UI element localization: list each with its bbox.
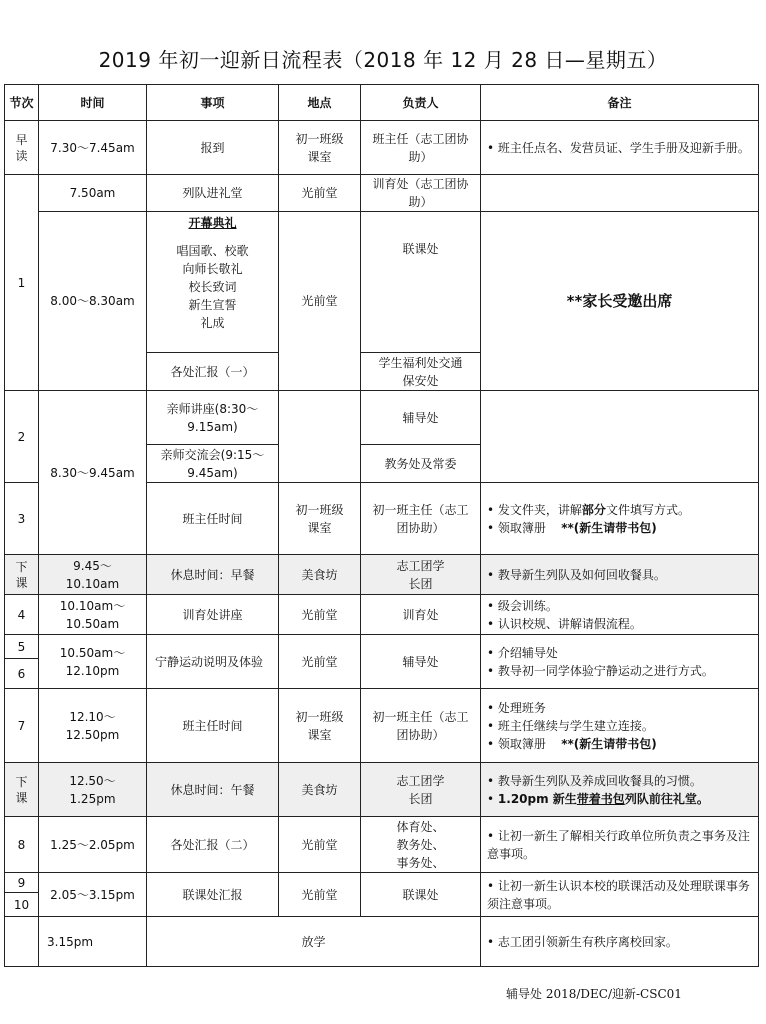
table-row bbox=[5, 212, 759, 353]
responsible-cell: 联课处 bbox=[361, 873, 481, 917]
note-line: • 班主任点名、发营员证、学生手册及迎新手册。 bbox=[487, 139, 755, 157]
place-cell: 光前堂 bbox=[279, 635, 361, 689]
place-cell: 初一班级课室 bbox=[279, 689, 361, 763]
period-cell: 下课 bbox=[5, 555, 39, 595]
responsible-cell: 初一班主任（志工团协助） bbox=[361, 689, 481, 763]
time-cell: 8.00～8.30am bbox=[39, 212, 147, 391]
period-cell: 9 bbox=[5, 873, 39, 893]
schedule-table bbox=[4, 84, 759, 967]
place-cell: 光前堂 bbox=[279, 175, 361, 212]
table-row bbox=[5, 555, 759, 595]
note-line: • 领取簿册 **(新生请带书包) bbox=[487, 735, 755, 753]
table-row bbox=[5, 595, 759, 635]
period-cell: 1 bbox=[5, 175, 39, 391]
table-row bbox=[5, 175, 759, 212]
responsible-cell: 辅导处 bbox=[361, 391, 481, 445]
note-line: • 1.20pm 新生带着书包列队前往礼堂。 bbox=[487, 790, 755, 808]
note-line: • 发文件夹，讲解部分文件填写方式。 bbox=[487, 501, 755, 519]
table-row bbox=[5, 873, 759, 893]
note-line: • 教导新生列队及养成回收餐具的习惯。 bbox=[487, 772, 755, 790]
place-cell: 光前堂 bbox=[279, 873, 361, 917]
item-cell: 联课处汇报 bbox=[147, 873, 279, 917]
table-row bbox=[5, 917, 759, 967]
header-notes: 备注 bbox=[481, 85, 759, 121]
header-responsible: 负责人 bbox=[361, 85, 481, 121]
table-header-row bbox=[5, 85, 759, 121]
responsible-cell: 学生福利处交通保安处 bbox=[361, 353, 481, 391]
header-time: 时间 bbox=[39, 85, 147, 121]
note-line: • 让初一新生了解相关行政单位所负责之事务及注意事项。 bbox=[487, 827, 755, 863]
header-period: 节次 bbox=[5, 85, 39, 121]
item-cell: 列队进礼堂 bbox=[147, 175, 279, 212]
responsible-cell: 初一班主任（志工团协助） bbox=[361, 483, 481, 555]
note-line: • 处理班务 bbox=[487, 699, 755, 717]
responsible-cell: 志工团学长团 bbox=[361, 555, 481, 595]
page-title: 2019 年初一迎新日流程表（2018 年 12 月 28 日—星期五） bbox=[98, 48, 668, 72]
time-cell: 2.05～3.15pm bbox=[39, 873, 147, 917]
period-cell: 5 bbox=[5, 635, 39, 659]
period-cell bbox=[5, 917, 39, 967]
ceremony-step: 校长致词 bbox=[188, 280, 237, 294]
notes-cell bbox=[481, 763, 759, 817]
notes-cell bbox=[481, 391, 759, 483]
ceremony-step: 向师长敬礼 bbox=[182, 262, 243, 276]
place-cell: 美食坊 bbox=[279, 555, 361, 595]
item-cell: 休息时间：午餐 bbox=[147, 763, 279, 817]
responsible-cell: 志工团学长团 bbox=[361, 763, 481, 817]
table-row bbox=[5, 391, 759, 445]
note-line: • 领取簿册 **(新生请带书包) bbox=[487, 519, 755, 537]
period-cell: 4 bbox=[5, 595, 39, 635]
document-code: 辅导处 2018/DEC/迎新-CSC01 bbox=[506, 987, 682, 1001]
responsible-cell: 训育处 bbox=[361, 595, 481, 635]
note-line: • 教导初一同学体验宁静运动之进行方式。 bbox=[487, 662, 755, 680]
header-item: 事项 bbox=[147, 85, 279, 121]
time-cell: 3.15pm bbox=[39, 917, 147, 967]
item-cell: 报到 bbox=[147, 121, 279, 175]
notes-cell bbox=[481, 121, 759, 175]
period-cell: 8 bbox=[5, 817, 39, 873]
period-cell: 3 bbox=[5, 483, 39, 555]
table-row bbox=[5, 817, 759, 873]
period-cell: 早读 bbox=[5, 121, 39, 175]
responsible-cell: 体育处、教务处、事务处、 bbox=[361, 817, 481, 873]
place-cell: 光前堂 bbox=[279, 817, 361, 873]
responsible-cell: 辅导处 bbox=[361, 635, 481, 689]
note-line: • 级会训练。 bbox=[487, 597, 755, 615]
time-cell: 7.30～7.45am bbox=[39, 121, 147, 175]
item-cell: 班主任时间 bbox=[147, 689, 279, 763]
ceremony-step: 新生宣誓 bbox=[188, 298, 237, 312]
place-cell: 光前堂 bbox=[279, 212, 361, 391]
time-cell: 7.50am bbox=[39, 175, 147, 212]
place-cell bbox=[279, 391, 361, 483]
responsible-cell: 班主任（志工团协助） bbox=[361, 121, 481, 175]
period-cell: 10 bbox=[5, 893, 39, 917]
item-cell: 亲师讲座(8:30～9.15am) bbox=[147, 391, 279, 445]
time-cell: 12.50～1.25pm bbox=[39, 763, 147, 817]
ceremony-step: 礼成 bbox=[200, 316, 225, 330]
ceremony-title: 开幕典礼 bbox=[188, 216, 237, 230]
place-cell: 初一班级课室 bbox=[279, 483, 361, 555]
time-cell: 1.25～2.05pm bbox=[39, 817, 147, 873]
note-line: • 志工团引领新生有秩序离校回家。 bbox=[487, 933, 755, 951]
header-place: 地点 bbox=[279, 85, 361, 121]
period-cell: 2 bbox=[5, 391, 39, 483]
item-cell: 宁静运动说明及体验 bbox=[147, 635, 279, 689]
period-cell: 6 bbox=[5, 659, 39, 689]
time-cell: 10.10am～10.50am bbox=[39, 595, 147, 635]
item-cell: 休息时间：早餐 bbox=[147, 555, 279, 595]
item-cell: 班主任时间 bbox=[147, 483, 279, 555]
notes-cell bbox=[481, 635, 759, 689]
place-cell: 初一班级课室 bbox=[279, 121, 361, 175]
table-row bbox=[5, 763, 759, 817]
table-row bbox=[5, 635, 759, 659]
notes-cell bbox=[481, 689, 759, 763]
responsible-cell: 教务处及常委 bbox=[361, 445, 481, 483]
ceremony-cell bbox=[147, 212, 279, 353]
ceremony-step: 唱国歌、校歌 bbox=[176, 244, 249, 258]
notes-cell bbox=[481, 175, 759, 212]
notes-cell bbox=[481, 483, 759, 555]
place-cell: 美食坊 bbox=[279, 763, 361, 817]
time-cell: 10.50am～12.10pm bbox=[39, 635, 147, 689]
notes-cell bbox=[481, 555, 759, 595]
responsible-cell: 训育处（志工团协助） bbox=[361, 175, 481, 212]
note-line: • 班主任继续与学生建立连接。 bbox=[487, 717, 755, 735]
period-cell: 7 bbox=[5, 689, 39, 763]
note-line: • 教导新生列队及如何回收餐具。 bbox=[487, 566, 755, 584]
notes-cell bbox=[481, 595, 759, 635]
note-line: • 让初一新生认识本校的联课活动及处理联课事务须注意事项。 bbox=[487, 877, 755, 913]
item-cell: 训育处讲座 bbox=[147, 595, 279, 635]
note-line: • 认识校规、讲解请假流程。 bbox=[487, 615, 755, 633]
table-row bbox=[5, 689, 759, 763]
time-cell: 8.30～9.45am bbox=[39, 391, 147, 555]
item-cell: 放学 bbox=[147, 917, 481, 967]
notes-cell bbox=[481, 917, 759, 967]
notes-cell bbox=[481, 873, 759, 917]
time-cell: 9.45～10.10am bbox=[39, 555, 147, 595]
item-cell: 各处汇报（一） bbox=[147, 353, 279, 391]
note-line: • 介绍辅导处 bbox=[487, 644, 755, 662]
item-cell: 亲师交流会(9:15～9.45am) bbox=[147, 445, 279, 483]
notes-cell bbox=[481, 817, 759, 873]
period-cell: 下课 bbox=[5, 763, 39, 817]
place-cell: 光前堂 bbox=[279, 595, 361, 635]
table-row bbox=[5, 121, 759, 175]
time-cell: 12.10～12.50pm bbox=[39, 689, 147, 763]
item-cell: 各处汇报（二） bbox=[147, 817, 279, 873]
responsible-cell: 联课处 bbox=[361, 212, 481, 353]
parents-invited-note: **家长受邀出席 bbox=[481, 212, 759, 391]
